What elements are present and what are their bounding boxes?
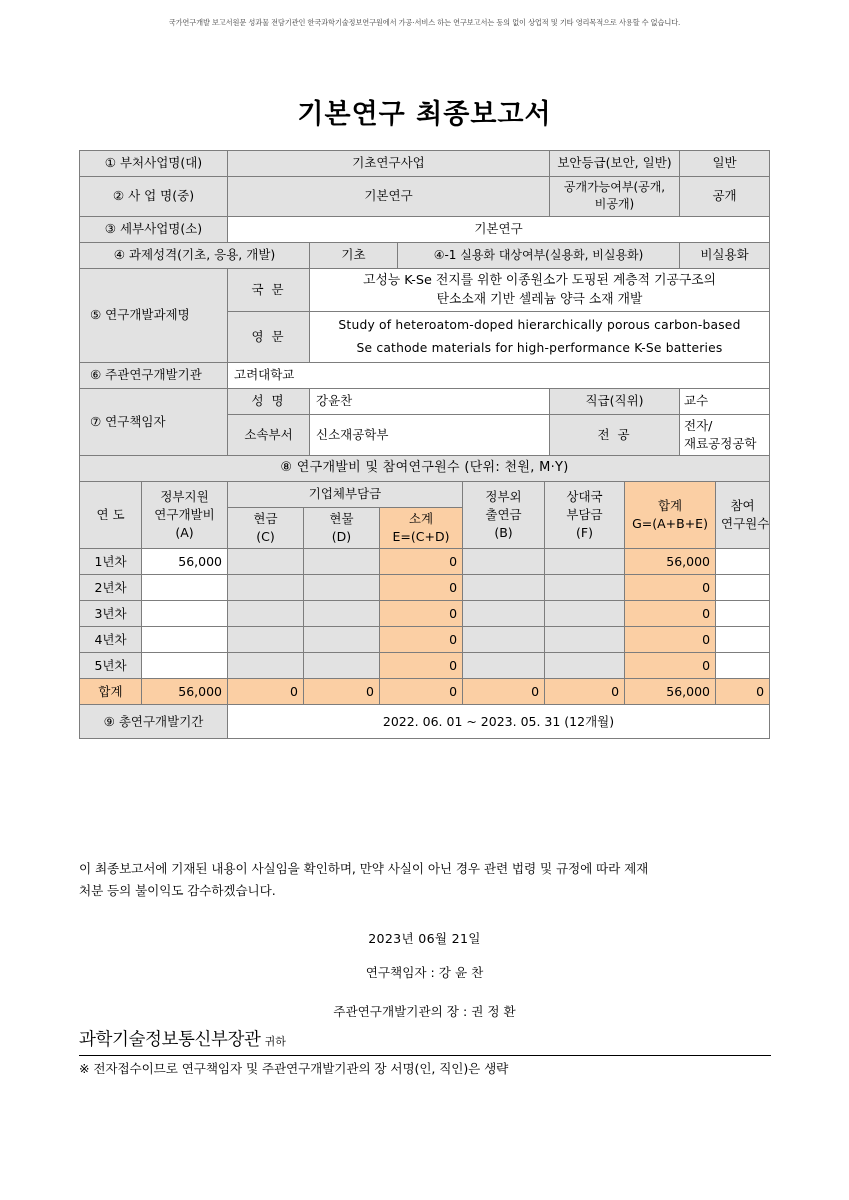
- title-english-line-2: Se cathode materials for high-performance K-Se batteries: [356, 340, 723, 355]
- header-cash-line-2: (C): [256, 529, 275, 544]
- cell-in-kind-total: 0: [304, 679, 380, 705]
- cell-partner-total: 0: [545, 679, 625, 705]
- label-english: 영 문: [228, 312, 310, 362]
- header-nongov-line-2: 출연금: [485, 506, 522, 522]
- header-year: 연 도: [80, 481, 142, 548]
- cell-partner: [545, 575, 625, 601]
- table-row: [80, 627, 770, 653]
- header-partner-line-3: (F): [576, 525, 593, 541]
- confirmation-line-2: 처분 등의 불이익도 감수하겠습니다.: [79, 882, 276, 898]
- header-nongov-line-1: 정부외: [485, 488, 522, 504]
- header-grand-total: [625, 481, 716, 548]
- label-pi-name: 성 명: [228, 388, 310, 414]
- copyright-disclaimer: 국가연구개발 보고서원문 성과물 전담기관인 한국과학기술정보연구원에서 가공·서비스 하는 연구보고서는 동의 없이 상업적 및 기타 영리목적으로 사용할 수 없습니다.: [168, 18, 681, 27]
- cell-subtotal: 0: [380, 653, 463, 679]
- cell-year: 1년차: [80, 549, 142, 575]
- cell-grand-total: 56,000: [625, 549, 716, 575]
- label-disclosure: 공개가능여부(공개, 비공개): [550, 177, 680, 217]
- header-company-contribution: 기업체부담금: [228, 481, 463, 507]
- header-gov-funding: [142, 481, 228, 548]
- cell-staff: [716, 549, 770, 575]
- budget-caption: [80, 455, 770, 481]
- table-row-host-institution: [80, 362, 770, 388]
- value-title-english: [310, 312, 770, 362]
- header-partner-line-1: 상대국: [566, 488, 603, 504]
- table-row: [80, 653, 770, 679]
- header-gov-line-2: 연구개발비: [154, 506, 215, 522]
- budget-caption-text: ⑧ 연구개발비 및 참여연구원수 (단위: 천원, M·Y): [280, 459, 569, 475]
- signature-principal-investigator: 연구책임자 : 강 윤 찬: [365, 965, 484, 980]
- cell-in-kind: [304, 549, 380, 575]
- value-host-institution: 고려대학교: [228, 362, 770, 388]
- header-staff-count: [716, 481, 770, 548]
- header-nongov-line-3: (B): [494, 525, 513, 541]
- cell-staff: [716, 575, 770, 601]
- cell-partner: [545, 653, 625, 679]
- cell-grand-total: 0: [625, 627, 716, 653]
- header-total-line-2: G=(A+B+E): [632, 516, 708, 531]
- value-pi-rank: 교수: [680, 388, 770, 414]
- header-inkind-line-2: (D): [331, 529, 352, 544]
- value-program-name: 기본연구: [228, 177, 550, 217]
- table-row: [80, 601, 770, 627]
- cell-grand-total: 0: [625, 575, 716, 601]
- label-pi-department: 소속부서: [228, 414, 310, 455]
- cell-subtotal-total: 0: [380, 679, 463, 705]
- cell-subtotal: 0: [380, 575, 463, 601]
- label-project-type: ④ 과제성격(기초, 응용, 개발): [80, 242, 310, 268]
- confirmation-statement: [79, 858, 771, 901]
- header-nongov-funding: [463, 481, 545, 548]
- budget-table: [79, 481, 770, 705]
- value-project-type: 기초: [310, 242, 398, 268]
- cell-nongov: [463, 601, 545, 627]
- cell-grand-total-total: 56,000: [625, 679, 716, 705]
- cell-gov-funding: [142, 575, 228, 601]
- title-english-line-1: Study of heteroatom-doped hierarchically porous carbon-based: [338, 318, 741, 333]
- table-row-total: [80, 679, 770, 705]
- cell-cash: [228, 601, 304, 627]
- cell-staff: [716, 653, 770, 679]
- cell-gov-funding-total: 56,000: [142, 679, 228, 705]
- header-staff-line-2: 연구원수: [721, 516, 770, 531]
- report-summary-table: [79, 150, 769, 739]
- label-principal-investigator: ⑦ 연구책임자: [80, 388, 228, 455]
- header-subtotal-line-2: E=(C+D): [392, 529, 450, 544]
- table-row-program-name: [80, 177, 770, 217]
- header-subtotal-line-1: 소계: [408, 510, 434, 526]
- cell-in-kind: [304, 653, 380, 679]
- cell-partner: [545, 549, 625, 575]
- cell-in-kind: [304, 627, 380, 653]
- cell-cash-total: 0: [228, 679, 304, 705]
- cell-gov-funding: [142, 653, 228, 679]
- header-partner-line-2: 부담금: [566, 506, 603, 522]
- cell-year-total: 합계: [80, 679, 142, 705]
- cell-year: 3년차: [80, 601, 142, 627]
- cell-subtotal: 0: [380, 601, 463, 627]
- signature-institution-head: 주관연구개발기관의 장 : 권 정 환: [333, 1004, 516, 1019]
- value-pi-department: 신소재공학부: [310, 414, 550, 455]
- cell-gov-funding: 56,000: [142, 549, 228, 575]
- cell-cash: [228, 653, 304, 679]
- table-row: [80, 549, 770, 575]
- header-total-line-1: 합계: [657, 497, 683, 513]
- addressee-honorific: 귀하: [264, 1035, 286, 1048]
- cell-cash: [228, 627, 304, 653]
- table-row-project-type: [80, 242, 770, 268]
- cell-nongov-total: 0: [463, 679, 545, 705]
- cell-in-kind: [304, 601, 380, 627]
- title-korean-line-2: 탄소소재 기반 셀레늄 양극 소재 개발: [436, 291, 643, 307]
- header-subtotal: [380, 507, 463, 548]
- label-host-institution: ⑥ 주관연구개발기관: [80, 362, 228, 388]
- header-in-kind: [304, 507, 380, 548]
- value-subprogram: 기본연구: [228, 216, 770, 242]
- cell-year: 5년차: [80, 653, 142, 679]
- cell-partner: [545, 601, 625, 627]
- value-title-korean: [310, 268, 770, 311]
- label-subprogram: ③ 세부사업명(소): [80, 216, 228, 242]
- cell-gov-funding: [142, 601, 228, 627]
- label-pi-rank: 직급(직위): [550, 388, 680, 414]
- label-ministry-program: ① 부처사업명(대): [80, 151, 228, 177]
- table-row-budget-caption: [80, 455, 770, 481]
- cell-in-kind: [304, 575, 380, 601]
- confirmation-line-1: 이 최종보고서에 기재된 내용이 사실임을 확인하며, 만약 사실이 아닌 경우 관련 법령 및 규정에 따라 제재: [79, 861, 649, 876]
- title-korean-line-1: 고성능 K-Se 전지를 위한 이종원소가 도핑된 계층적 기공구조의: [363, 272, 716, 288]
- value-disclosure: 공개: [680, 177, 770, 217]
- label-project-title: ⑤ 연구개발과제명: [80, 268, 228, 362]
- cell-year: 2년차: [80, 575, 142, 601]
- cell-gov-funding: [142, 627, 228, 653]
- table-row-ministry-program: [80, 151, 770, 177]
- value-security-grade: 일반: [680, 151, 770, 177]
- cell-staff: [716, 601, 770, 627]
- cell-staff-total: 0: [716, 679, 770, 705]
- cell-nongov: [463, 575, 545, 601]
- cell-year: 4년차: [80, 627, 142, 653]
- header-staff-line-1: 참여: [730, 497, 755, 513]
- header-gov-line-1: 정부지원: [160, 488, 209, 504]
- cell-staff: [716, 627, 770, 653]
- table-row-total-period: [80, 705, 770, 739]
- cell-cash: [228, 549, 304, 575]
- value-total-period: 2022. 06. 01 ~ 2023. 05. 31 (12개월): [228, 705, 770, 739]
- cell-grand-total: 0: [625, 653, 716, 679]
- header-inkind-line-1: 현물: [329, 510, 354, 526]
- label-program-name: ② 사 업 명(중): [80, 177, 228, 217]
- addressee-line: [79, 1026, 771, 1056]
- label-total-period: ⑨ 총연구개발기간: [80, 705, 228, 739]
- cell-nongov: [463, 653, 545, 679]
- value-commercialization: 비실용화: [680, 242, 770, 268]
- cell-subtotal: 0: [380, 627, 463, 653]
- table-row-title-korean: [80, 268, 770, 311]
- header-cash: [228, 507, 304, 548]
- label-pi-major: 전 공: [550, 414, 680, 455]
- cell-subtotal: 0: [380, 549, 463, 575]
- cell-nongov: [463, 549, 545, 575]
- table-row-pi-name: [80, 388, 770, 414]
- cell-grand-total: 0: [625, 601, 716, 627]
- period-table: [79, 704, 770, 739]
- table-row-subprogram: [80, 216, 770, 242]
- label-security-grade: 보안등급(보안, 일반): [550, 151, 680, 177]
- header-partner-country: [545, 481, 625, 548]
- cell-cash: [228, 575, 304, 601]
- cell-nongov: [463, 627, 545, 653]
- value-ministry-program: 기초연구사업: [228, 151, 550, 177]
- header-gov-line-3: (A): [175, 525, 194, 541]
- signature-omission-note: ※ 전자접수이므로 연구책임자 및 주관연구개발기관의 장 서명(인, 직인)은 생략: [79, 1061, 509, 1076]
- signature-date: 2023년 06월 21일: [368, 931, 481, 946]
- page-title: 기본연구 최종보고서: [297, 99, 552, 130]
- header-cash-line-1: 현금: [253, 510, 278, 526]
- value-pi-major: 전자/재료공정공학: [680, 414, 770, 455]
- label-commercialization: ④-1 실용화 대상여부(실용화, 비실용화): [398, 242, 680, 268]
- budget-header-row-1: [80, 481, 770, 507]
- table-row: [80, 575, 770, 601]
- addressee-minister: 과학기술정보통신부장관: [79, 1030, 261, 1050]
- value-pi-name: 강윤찬: [310, 388, 550, 414]
- label-korean: 국 문: [228, 268, 310, 311]
- cell-partner: [545, 627, 625, 653]
